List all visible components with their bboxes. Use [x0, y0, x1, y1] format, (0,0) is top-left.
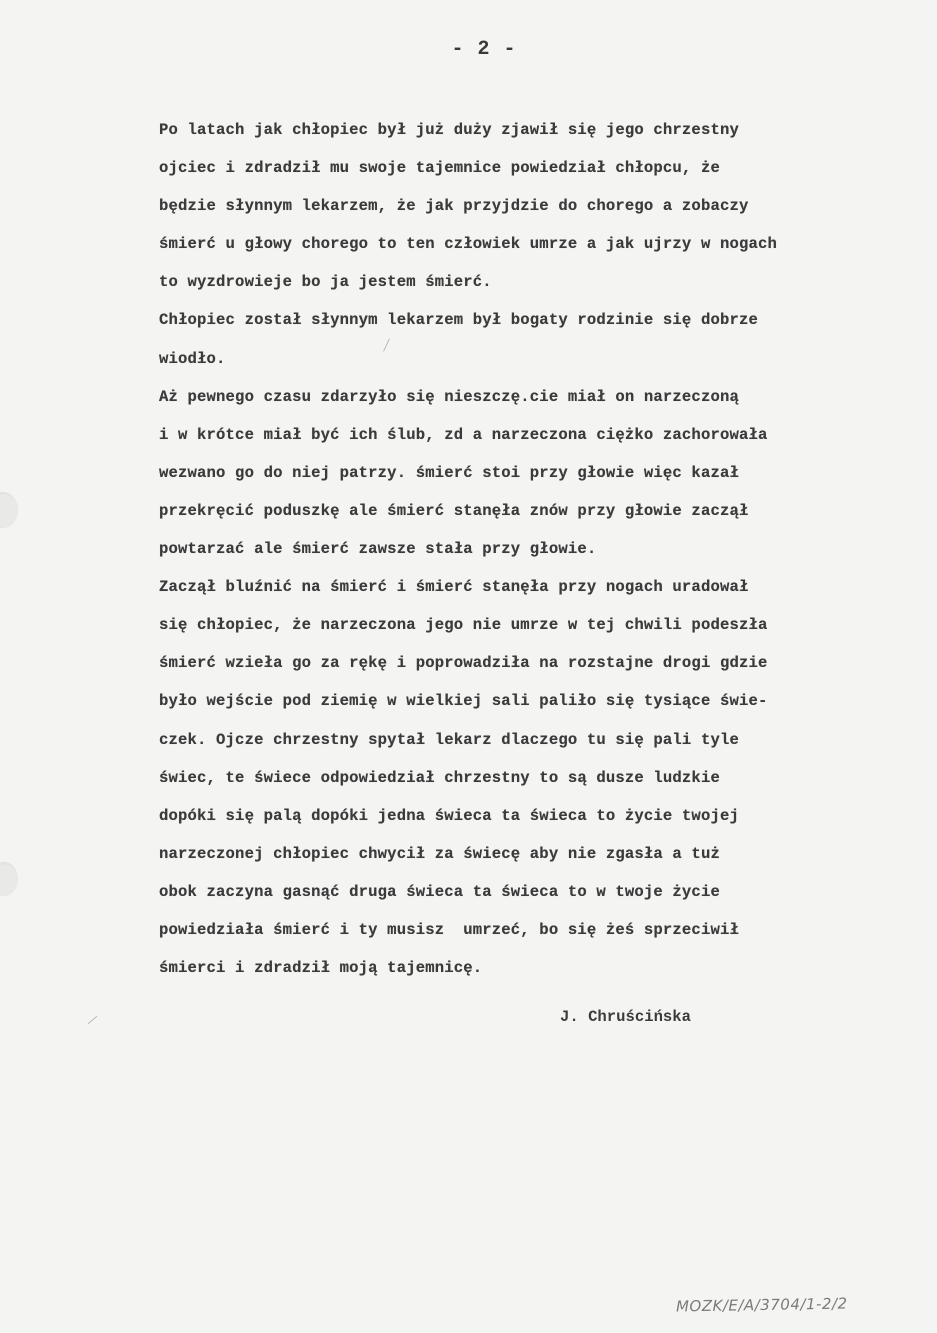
archive-reference-number: MOZK/E/A/3704/1-2/2	[675, 1294, 848, 1316]
text-line: Aż pewnego czasu zdarzyło się nieszczę.cie miał on narzeczoną	[159, 387, 739, 406]
pencil-stroke-mark	[88, 1016, 98, 1024]
text-line: narzeczonej chłopiec chwycił za świecę aby nie zgasła a tuż	[159, 844, 720, 863]
text-line: będzie słynnym lekarzem, że jak przyjdzie do chorego a zobaczy	[159, 197, 749, 216]
text-line: wiodło.	[159, 349, 226, 368]
text-line: dopóki się palą dopóki jedna świeca ta świeca to życie twojej	[159, 806, 739, 825]
text-line: Chłopiec został słynnym lekarzem był bogaty rodzinie się dobrze	[159, 311, 758, 330]
text-line: śmierć u głowy chorego to ten człowiek umrze a jak ujrzy w nogach	[159, 235, 778, 254]
text-line: powtarzać ale śmierć zawsze stała przy głowie.	[159, 540, 597, 559]
text-line: wezwano go do niej patrzy. śmierć stoi przy głowie więc kazał	[159, 463, 739, 482]
typewritten-text-body	[159, 111, 929, 987]
text-line: śmierci i zdradził moją tajemnicę.	[159, 959, 483, 978]
text-line: przekręcić poduszkę ale śmierć stanęła znów przy głowie zaczął	[159, 501, 749, 520]
text-line: powiedziała śmierć i ty musisz umrzeć, bo się żeś sprzeciwił	[159, 920, 739, 939]
author-signature: J. Chruścińska	[560, 1008, 692, 1026]
text-line: i w krótce miał być ich ślub, zd a narzeczona ciężko zachorowała	[159, 425, 768, 444]
text-line: się chłopiec, że narzeczona jego nie umrze w tej chwili podeszła	[159, 616, 768, 635]
text-line: Zaczął bluźnić na śmierć i śmierć stanęła przy nogach uradował	[159, 578, 749, 597]
text-line: to wyzdrowieje bo ja jestem śmierć.	[159, 273, 492, 292]
text-line: czek. Ojcze chrzestny spytał lekarz dlaczego tu się pali tyle	[159, 730, 739, 749]
text-line: ojciec i zdradził mu swoje tajemnice powiedział chłopcu, że	[159, 159, 720, 178]
text-line: świec, te świece odpowiedział chrzestny to są dusze ludzkie	[159, 768, 720, 787]
text-line: Po latach jak chłopiec był już duży zjawił się jego chrzestny	[159, 121, 739, 139]
text-line: śmierć wzieła go za rękę i poprowadziła na rozstajne drogi gdzie	[159, 654, 768, 673]
text-line: było wejście pod ziemię w wielkiej sali paliło się tysiące świe-	[159, 692, 768, 711]
page-number: - 2 -	[451, 38, 517, 61]
punch-hole-mark	[0, 492, 18, 528]
text-line: obok zaczyna gasnąć druga świeca ta świeca to w twoje życie	[159, 882, 720, 901]
punch-hole-mark	[0, 862, 18, 896]
